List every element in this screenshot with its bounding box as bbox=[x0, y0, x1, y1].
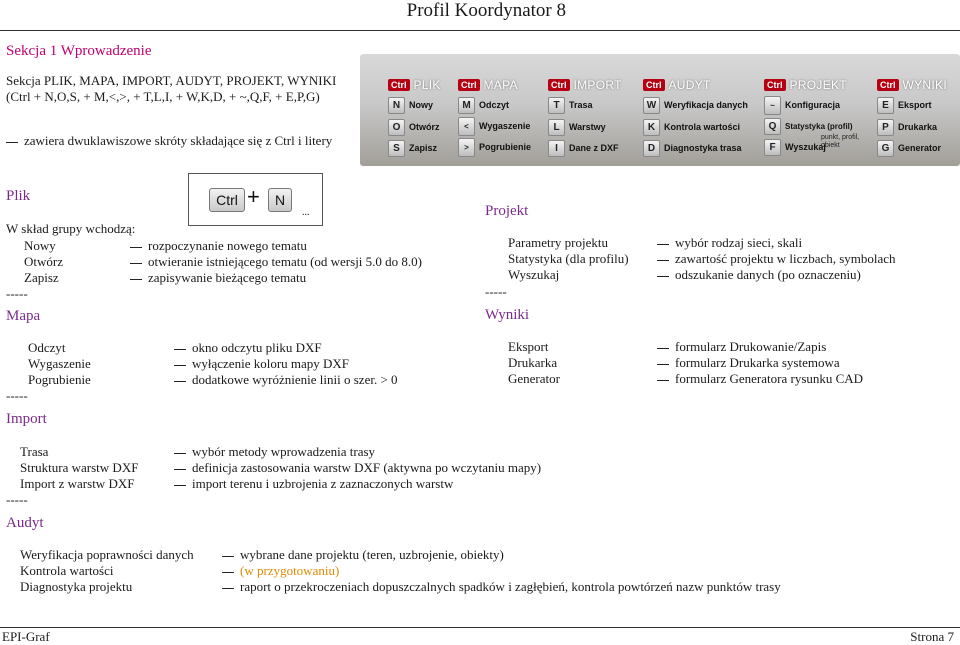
key-icon: F bbox=[764, 139, 781, 156]
toolbar-group-name: AUDYT bbox=[668, 78, 711, 92]
dash-icon bbox=[657, 244, 669, 245]
toolbar-item-label: Warstwy bbox=[569, 122, 606, 132]
dash-icon bbox=[174, 485, 186, 486]
dash-icon bbox=[130, 279, 142, 280]
list-item-name: Kontrola wartości bbox=[20, 563, 114, 578]
toolbar-item-label: Nowy bbox=[409, 100, 434, 110]
toolbar-group-name: PROJEKT bbox=[789, 78, 847, 92]
section-heading-mapa: Mapa bbox=[6, 308, 41, 324]
list-item-desc: dodatkowe wyróżnienie linii o szer. > 0 bbox=[174, 372, 398, 388]
shortcut-example-box bbox=[188, 173, 323, 226]
list-item-desc: odszukanie danych (po oznaczeniu) bbox=[657, 267, 861, 283]
toolbar-group-name: WYNIKI bbox=[902, 78, 947, 92]
list-item-name: Struktura warstw DXF bbox=[20, 460, 139, 475]
dash-icon bbox=[174, 469, 186, 470]
list-item-desc: formularz Drukarka systemowa bbox=[657, 355, 840, 371]
toolbar-item-label: Diagnostyka trasa bbox=[664, 143, 742, 153]
toolbar-item-label: Wygaszenie bbox=[479, 121, 531, 131]
ellipsis-icon: ... bbox=[302, 207, 310, 218]
list-item-desc: otwieranie istniejącego tematu (od wersji 5.0 do 8.0) bbox=[130, 254, 422, 270]
footer-left: EPI-Graf bbox=[2, 629, 50, 644]
list-item-name: Parametry projektu bbox=[508, 235, 608, 250]
separator: ----- bbox=[6, 492, 28, 507]
list-item-name: Zapisz bbox=[24, 270, 59, 285]
list-item-desc: wybrane dane projektu (teren, uzbrojenie, obiekty) bbox=[222, 547, 504, 563]
dash-icon bbox=[130, 263, 142, 264]
plus-icon: + bbox=[247, 184, 260, 209]
list-item-desc: (w przygotowaniu) bbox=[222, 563, 339, 579]
dash-icon bbox=[174, 365, 186, 366]
list-item-desc: wybór metody wprowadzenia trasy bbox=[174, 444, 375, 460]
toolbar-item-label: Otwórz bbox=[409, 122, 440, 132]
key-icon: D bbox=[643, 140, 660, 157]
list-item-desc: zawartość projektu w liczbach, symbolach bbox=[657, 251, 896, 267]
toolbar-item-label: Eksport bbox=[898, 100, 932, 110]
toolbar-item-label: Statystyka (profil) bbox=[785, 121, 853, 131]
list-item-desc: formularz Generatora rysunku CAD bbox=[657, 371, 863, 387]
shortcut-toolbar-image bbox=[360, 54, 960, 166]
section-heading-projekt: Projekt bbox=[485, 203, 529, 219]
ctrl-badge: Ctrl bbox=[643, 79, 665, 91]
plik-subtitle: W skład grupy wchodzą: bbox=[6, 221, 136, 236]
separator: ----- bbox=[6, 286, 28, 301]
section-heading-audyt: Audyt bbox=[6, 515, 44, 531]
list-item-desc: rozpoczynanie nowego tematu bbox=[130, 238, 307, 254]
key-icon: S bbox=[388, 140, 405, 157]
dash-icon bbox=[657, 348, 669, 349]
dash-icon bbox=[174, 381, 186, 382]
ctrl-badge: Ctrl bbox=[764, 79, 786, 91]
list-item-desc: import terenu i uzbrojenia z zaznaczonych warstw bbox=[174, 476, 453, 492]
list-item-name: Trasa bbox=[20, 444, 49, 459]
key-icon: N bbox=[388, 97, 405, 114]
toolbar-group-name: IMPORT bbox=[573, 78, 622, 92]
key-icon: ~ bbox=[764, 96, 781, 115]
page-number: Strona 7 bbox=[910, 629, 954, 644]
intro-text: Sekcja PLIK, MAPA, IMPORT, AUDYT, PROJEKT, WYNIKI (Ctrl + N,O,S, + M,<,>, + T,L,I, + W,K,D, + ~,Q,F, + E,P,G) bbox=[6, 73, 337, 104]
intro-line bbox=[6, 133, 332, 149]
toolbar-group-name: MAPA bbox=[483, 78, 518, 92]
separator: ----- bbox=[6, 388, 28, 403]
key-icon: I bbox=[548, 140, 565, 157]
list-item-name: Wygaszenie bbox=[28, 356, 91, 371]
header-rule bbox=[0, 30, 960, 31]
dash-icon bbox=[657, 276, 669, 277]
list-item-name: Import z warstw DXF bbox=[20, 476, 135, 491]
dash-icon bbox=[222, 588, 234, 589]
dash-icon bbox=[657, 364, 669, 365]
ctrl-key-icon: Ctrl bbox=[209, 188, 245, 212]
toolbar-item-label: Kontrola wartości bbox=[664, 122, 741, 132]
n-key-icon: N bbox=[268, 188, 292, 212]
list-item-name: Generator bbox=[508, 371, 560, 386]
toolbar-item-label: Drukarka bbox=[898, 122, 938, 132]
list-item-desc: raport o przekroczeniach dopuszczalnych spadków i zagłębień, kontrola powtórzeń nazw punktów trasy bbox=[222, 579, 781, 595]
section-heading-plik: Plik bbox=[6, 188, 31, 204]
list-item-name: Diagnostyka projektu bbox=[20, 579, 133, 594]
ctrl-badge: Ctrl bbox=[458, 79, 480, 91]
toolbar-item-label: Konfiguracja bbox=[785, 100, 841, 110]
list-item-desc: zapisywanie bieżącego tematu bbox=[130, 270, 306, 286]
dash-icon bbox=[657, 260, 669, 261]
dash-icon bbox=[174, 349, 186, 350]
key-icon: Q bbox=[764, 118, 781, 135]
toolbar-item-label: Dane z DXF bbox=[569, 143, 619, 153]
dash-icon bbox=[657, 380, 669, 381]
toolbar-item-label: Zapisz bbox=[409, 143, 438, 153]
list-item-name: Odczyt bbox=[28, 340, 66, 355]
list-item-name: Otwórz bbox=[24, 254, 63, 269]
toolbar-item-label: Odczyt bbox=[479, 100, 510, 110]
list-item-desc: formularz Drukowanie/Zapis bbox=[657, 339, 826, 355]
key-icon: > bbox=[458, 138, 475, 157]
key-icon: W bbox=[643, 97, 660, 114]
dash-icon bbox=[130, 247, 142, 248]
key-icon: T bbox=[548, 97, 565, 114]
ctrl-badge: Ctrl bbox=[877, 79, 899, 91]
list-item-name: Drukarka bbox=[508, 355, 558, 370]
toolbar-item-label: Pogrubienie bbox=[479, 142, 532, 152]
dash-icon bbox=[222, 572, 234, 573]
key-icon: L bbox=[548, 119, 565, 136]
key-icon: < bbox=[458, 117, 475, 136]
section-heading: Sekcja 1 Wprowadzenie bbox=[6, 43, 152, 59]
key-icon: M bbox=[458, 97, 475, 114]
dash-icon bbox=[174, 453, 186, 454]
list-item-name: Nowy bbox=[24, 238, 56, 253]
key-icon: G bbox=[877, 140, 894, 157]
toolbar-group-name: PLIK bbox=[413, 78, 441, 92]
toolbar-item-label: Trasa bbox=[569, 100, 593, 110]
toolbar-item-note: punkt, profil, obiekt bbox=[821, 134, 860, 149]
dash-icon bbox=[222, 556, 234, 557]
ctrl-badge: Ctrl bbox=[388, 79, 410, 91]
footer-rule bbox=[0, 627, 960, 628]
list-item-name: Pogrubienie bbox=[28, 372, 91, 387]
key-icon: P bbox=[877, 119, 894, 136]
list-item-desc: okno odczytu pliku DXF bbox=[174, 340, 322, 356]
toolbar-item-label: Weryfikacja danych bbox=[664, 100, 748, 110]
list-item-name: Eksport bbox=[508, 339, 549, 354]
separator: ----- bbox=[485, 284, 507, 299]
list-item-name: Weryfikacja poprawności danych bbox=[20, 547, 194, 562]
toolbar-item-label: Wyszukaj bbox=[785, 142, 826, 152]
key-icon: O bbox=[388, 119, 405, 136]
list-item-name: Statystyka (dla profilu) bbox=[508, 251, 629, 266]
page-title: Profil Koordynator 8 bbox=[406, 0, 566, 21]
intro-line-text: zawiera dwuklawiszowe skróty składające się z Ctrl i litery bbox=[24, 133, 333, 148]
key-icon: E bbox=[877, 97, 894, 114]
key-icon: K bbox=[643, 119, 660, 136]
list-item-desc: wyłączenie koloru mapy DXF bbox=[174, 356, 349, 372]
section-heading-import: Import bbox=[6, 411, 47, 427]
list-item-name: Wyszukaj bbox=[508, 267, 560, 282]
section-heading-wyniki: Wyniki bbox=[485, 307, 530, 323]
dash-icon bbox=[6, 142, 18, 143]
list-item-desc: wybór rodzaj sieci, skali bbox=[657, 235, 802, 251]
list-item-desc: definicja zastosowania warstw DXF (aktywna po wczytaniu mapy) bbox=[174, 460, 541, 476]
ctrl-badge: Ctrl bbox=[548, 79, 570, 91]
toolbar-item-label: Generator bbox=[898, 143, 942, 153]
